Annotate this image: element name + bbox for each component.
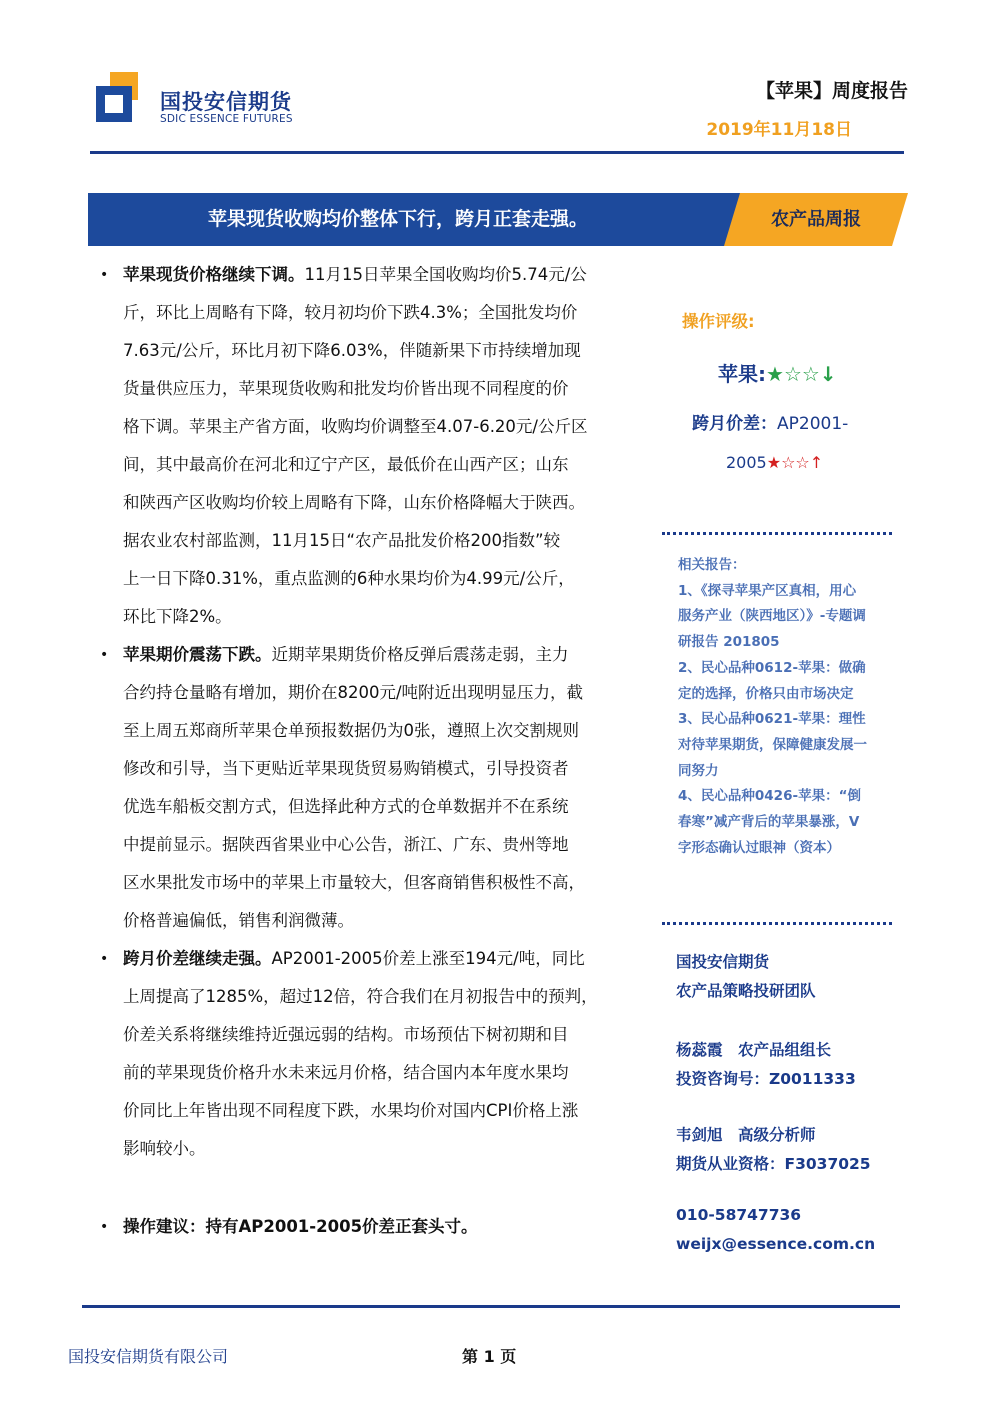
banner-title: 苹果现货收购均价整体下行，跨月正套走强。 [207,208,588,230]
bullet-icon: • [100,267,109,283]
related-link[interactable]: 服务产业（陕西地区）》-专题调 [678,608,866,625]
analyst-1-id: 投资咨询号：Z0011333 [676,1070,856,1088]
advice-text: 操作建议：持有AP2001-2005价差正套头寸。 [123,1217,478,1236]
bullet-icon: • [100,1219,109,1235]
page-number: 第 1 页 [462,1347,517,1366]
rating-spread: 跨月价差：AP2001- [692,414,849,434]
related-link[interactable]: 研报告 201805 [678,634,780,651]
star-filled-icon: ★ [766,362,784,386]
rating-spread-stars: 2005★☆☆↑ [726,453,824,472]
header-divider [90,151,904,154]
bullet-icon: • [100,647,109,663]
section-lead: 跨月价差继续走强。 [123,949,272,968]
analyst-1-name: 杨蕊霞 农产品组组长 [676,1041,832,1059]
main-content [96,256,644,1246]
logo-english-name: SDIC ESSENCE FUTURES [160,113,293,125]
bullet-icon: • [100,951,109,967]
section-lead: 苹果现货价格继续下调。 [123,265,305,284]
related-link[interactable]: 春寒”减产背后的苹果暴涨，V [678,814,860,831]
star-empty-icon: ☆☆ [781,453,810,472]
related-link[interactable]: 2、民心品种0612-苹果：做确 [678,659,866,676]
report-type: 【苹果】周度报告 [755,80,908,102]
contact-phone: 010-58747736 [676,1206,802,1224]
report-date: 2019年11月18日 [706,120,852,140]
star-empty-icon: ☆☆ [783,362,820,386]
related-title: 相关报告： [678,557,746,573]
team-name: 农产品策略投研团队 [676,982,816,1000]
related-link[interactable]: 字形态确认过眼神（资本） [678,839,840,856]
sidebar-dotted-divider [662,922,892,925]
related-link[interactable]: 对待苹果期货，保障健康发展一 [678,736,867,753]
team-block [676,948,898,1006]
related-link[interactable]: 1、《探寻苹果产区真相，用心 [678,582,857,599]
team-company: 国投安信期货 [676,953,770,971]
section-spread: • 跨月价差继续走强。AP2001-2005价差上涨至194元/吨，同比 上周提高了1285%，超过12倍，符合我们在月初报告中的预判， 价差关系将继续维持近强远弱的结构。市场预估下树初期和目 前的苹果现货价格升水未来远月价格，结合国内本年度水果均 价同比上年皆出现不同程度下跌，水果均价对国内CPI价格上涨 影响较小。 [96,940,644,1168]
section-spot-price: • 苹果现货价格继续下调。11月15日苹果全国收购均价5.74元/公 斤，环比上周略有下降，较月初均价下跌4.3%；全国批发均价 7.63元/公斤，环比月初下降6.03%，伴随新果下市持续增加现 货量供应压力，苹果现货收购和批发均价皆出现不同程度的价 格下调。苹果主产省方面，收购均价调整至4.07-6.20元/公斤区 间，其中最高价在河北和辽宁产区，最低价在山西产区；山东 和陕西产区收购均价较上周略有下降，山东价格降幅大于陕西。 据农业农村部监测，11月15日“农产品批发价格200指数”较 上一日下降0.31%，重点监测的6种水果均价为4.99元/公斤， 环比下降2%。 [96,256,644,636]
analyst-2-id: 期货从业资格：F3037025 [676,1155,871,1173]
footer-divider [82,1305,900,1308]
contact-email[interactable]: weijx@essence.com.cn [676,1235,876,1253]
banner-tag: 农产品周报 [771,209,861,230]
arrow-up-icon: ↑ [809,453,824,472]
rating-apple: 苹果:★☆☆↓ [718,362,837,386]
arrow-down-icon: ↓ [819,362,837,386]
logo-chinese-name: 国投安信期货 [160,90,292,114]
section-futures-price: • 苹果期价震荡下跌。近期苹果期货价格反弹后震荡走弱，主力 合约持仓量略有增加，期价在8200元/吨附近出现明显压力，截 至上周五郑商所苹果仓单预报数据仍为0张，遵照上次交割规则 修改和引导，当下更贴近苹果现货贸易购销模式，引导投资者 优选车船板交割方式，但选择此种方式的仓单数据并不在系统 中提前显示。据陕西省果业中心公告，浙江、广东、贵州等地 区水果批发市场中的苹果上市量较大，但客商销售积极性不高， 价格普遍偏低，销售利润微薄。 [96,636,644,940]
section-lead: 苹果期价震荡下跌。 [123,645,272,664]
sidebar-dotted-divider [662,532,892,535]
related-reports [678,553,896,861]
related-link[interactable]: 定的选择，价格只由市场决定 [678,685,854,702]
star-filled-icon: ★ [766,453,782,472]
analyst-1 [676,1036,898,1094]
section-advice [96,1208,644,1246]
analyst-2 [676,1121,898,1179]
company-logo-mark [96,72,152,128]
related-link[interactable]: 3、民心品种0621-苹果：理性 [678,711,866,728]
rating-label: 操作评级: [682,312,755,331]
analyst-2-name: 韦剑旭 高级分析师 [676,1126,816,1144]
contact-block [676,1201,898,1259]
footer-company: 国投安信期货有限公司 [68,1347,229,1366]
related-link[interactable]: 4、民心品种0426-苹果：“倒 [678,788,861,805]
related-link[interactable]: 同努力 [678,762,719,779]
